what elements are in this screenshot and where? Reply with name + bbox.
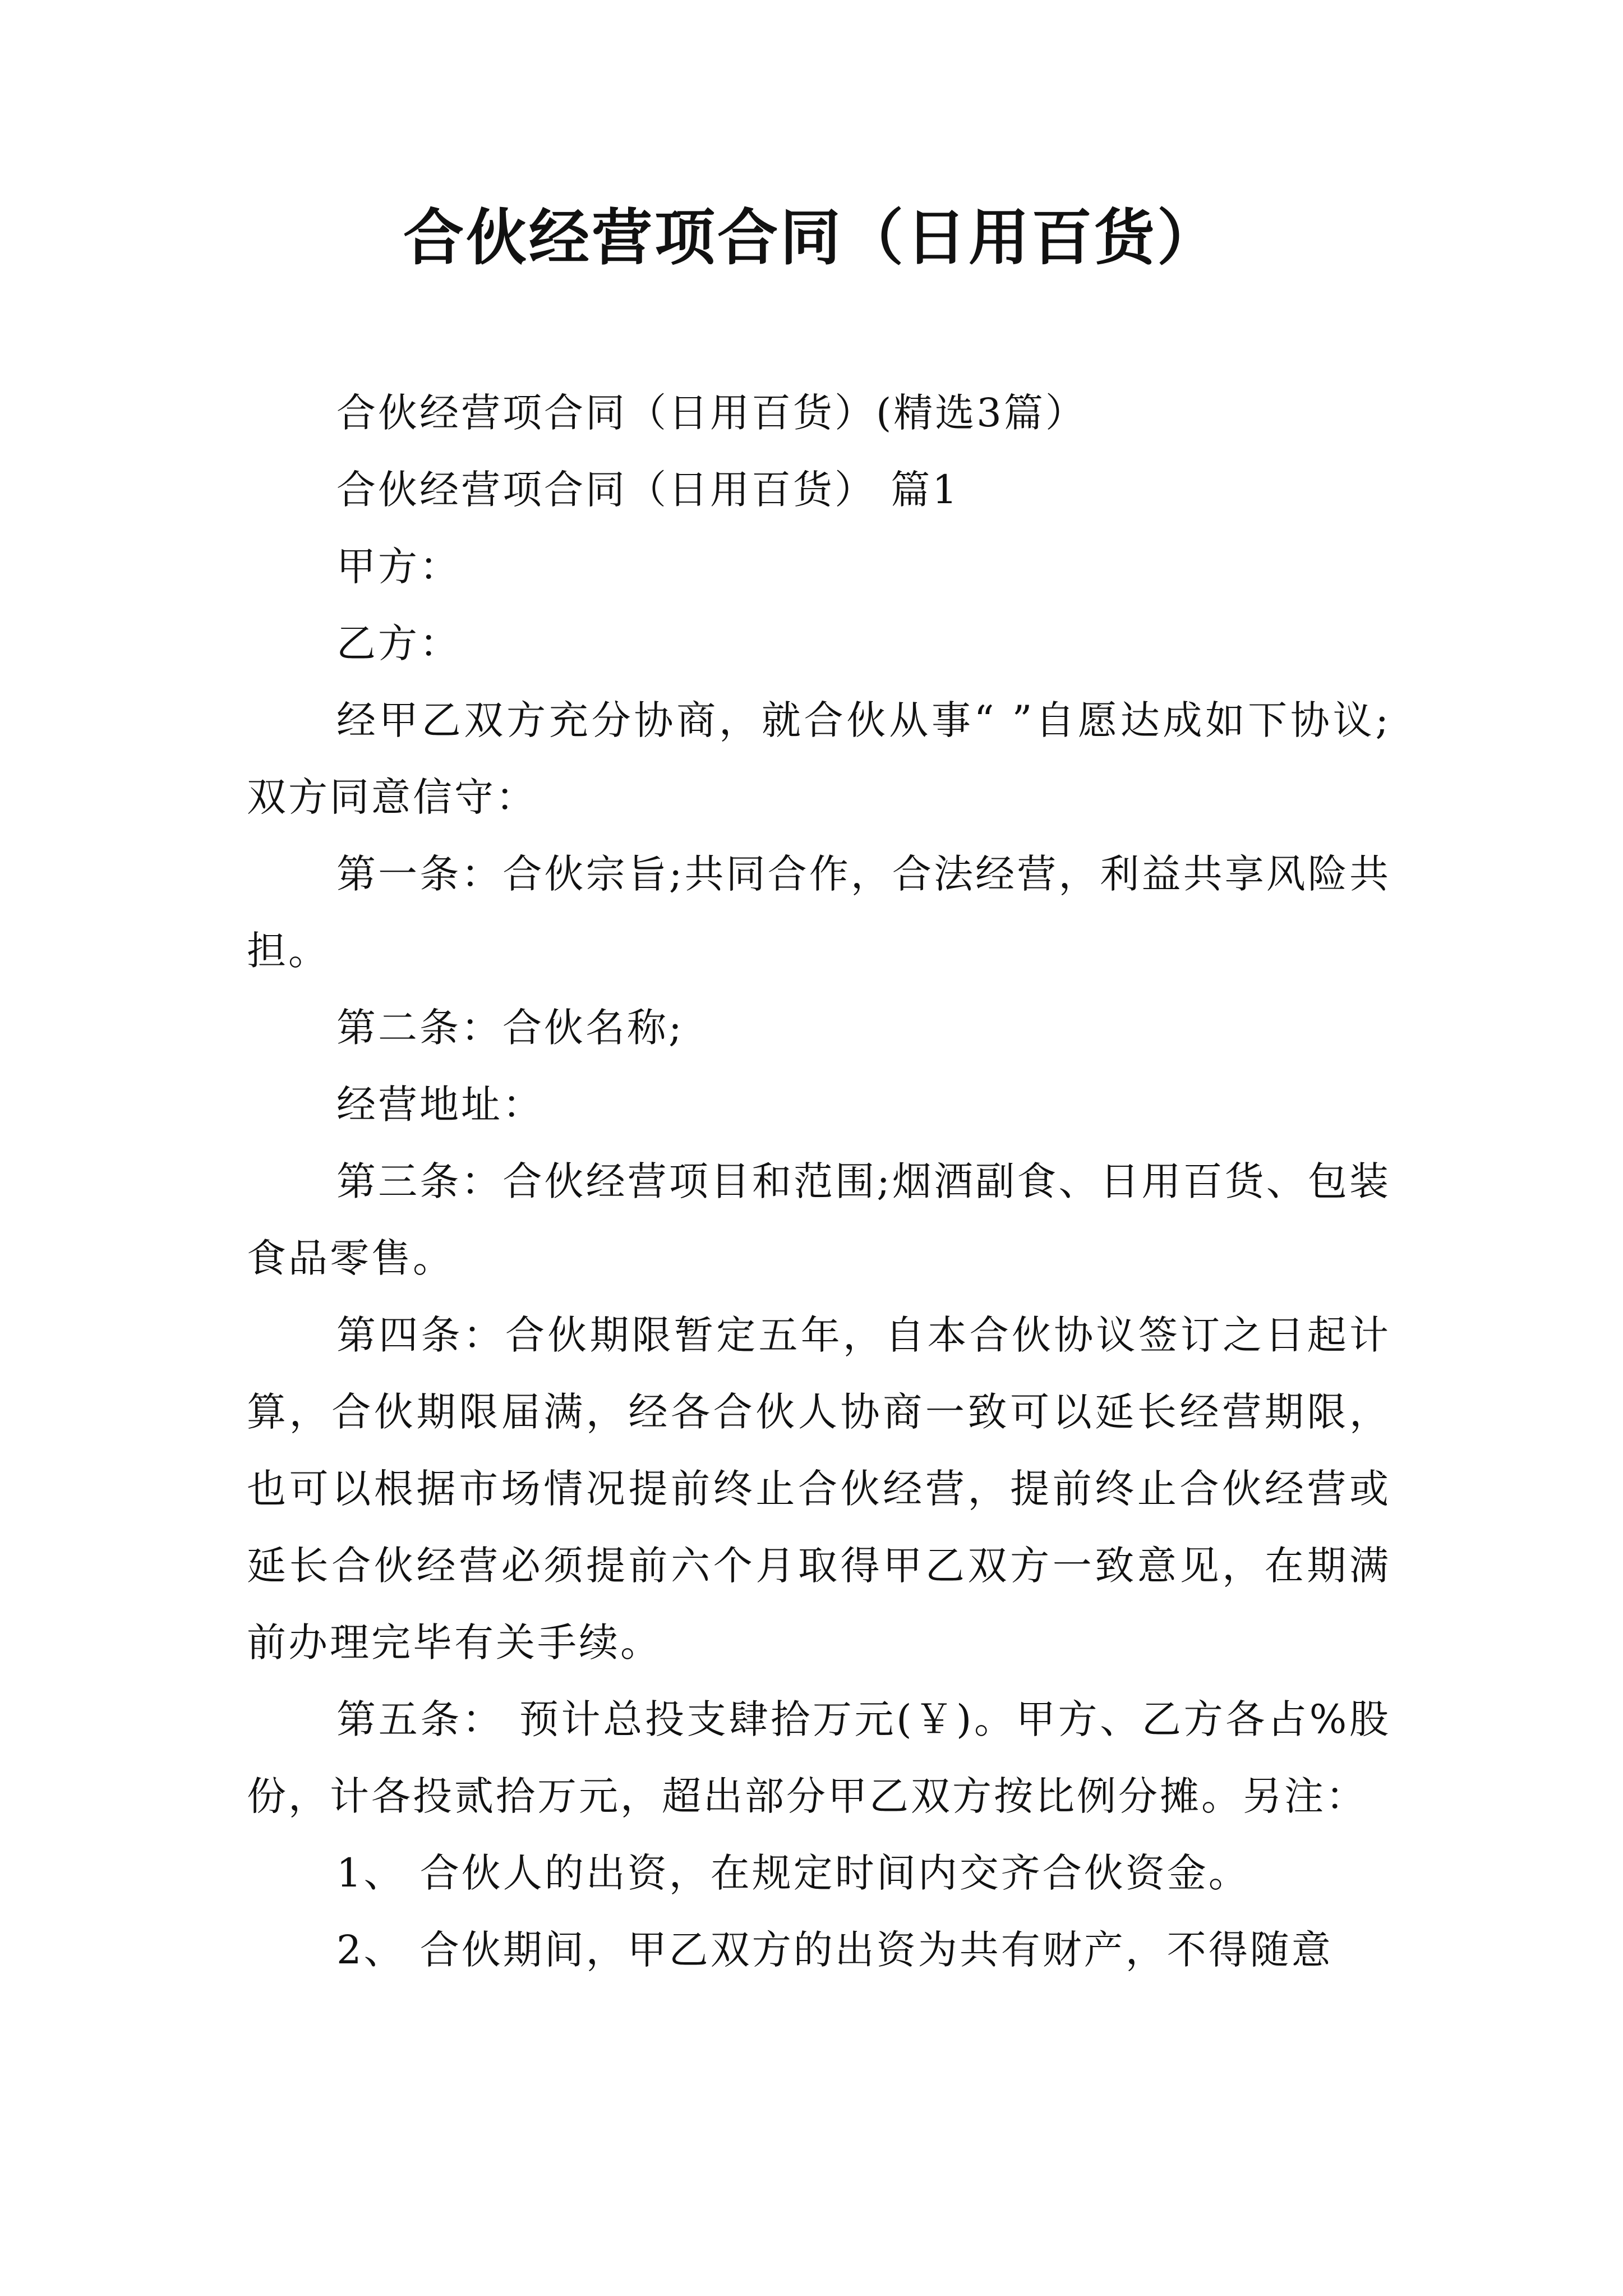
paragraph-article-2: 第二条：合伙名称;: [336, 1005, 684, 1051]
paragraph-note-1: 1、 合伙人的出资，在规定时间内交齐合伙资金。: [336, 1850, 1250, 1896]
document-title: 合伙经营项合同（日用百货）: [403, 203, 1220, 273]
paragraph-article-5: 第五条： 预计总投支肆拾万元(￥)。甲方、乙方各占%股份，计各投贰拾万元，超出部分甲乙双方按比例分摊。另注：: [247, 1696, 1391, 1819]
paragraph-article-3: 第三条：合伙经营项目和范围;烟酒副食、日用百货、包装食品零售。: [247, 1158, 1391, 1281]
paragraph-article-4: 第四条：合伙期限暂定五年，自本合伙协议签订之日起计算，合伙期限届满，经各合伙人协商一致可以延长经营期限，也可以根据市场情况提前终止合伙经营，提前终止合伙经营或延长合伙经营必须提前六个月取得甲乙双方一致意见，在期满前办理完毕有关手续。: [247, 1312, 1391, 1665]
paragraph-note-2: 2、 合伙期间，甲乙双方的出资为共有财产，不得随意: [336, 1927, 1333, 1973]
paragraph-section-heading: 合伙经营项合同（日用百货） 篇1: [336, 467, 960, 513]
document-body: [247, 375, 1391, 1989]
paragraph-preamble: 经甲乙双方充分协商，就合伙从事“ ”自愿达成如下协议;双方同意信守：: [247, 697, 1391, 820]
paragraph-article-1: 第一条：合伙宗旨;共同合作，合法经营，利益共享风险共担。: [247, 851, 1391, 974]
paragraph-address: 经营地址：: [336, 1082, 544, 1128]
paragraph-party-a: 甲方：: [336, 544, 461, 590]
paragraph-party-b: 乙方：: [336, 620, 461, 666]
paragraph-subtitle: 合伙经营项合同（日用百货）(精选3篇）: [336, 390, 1087, 436]
